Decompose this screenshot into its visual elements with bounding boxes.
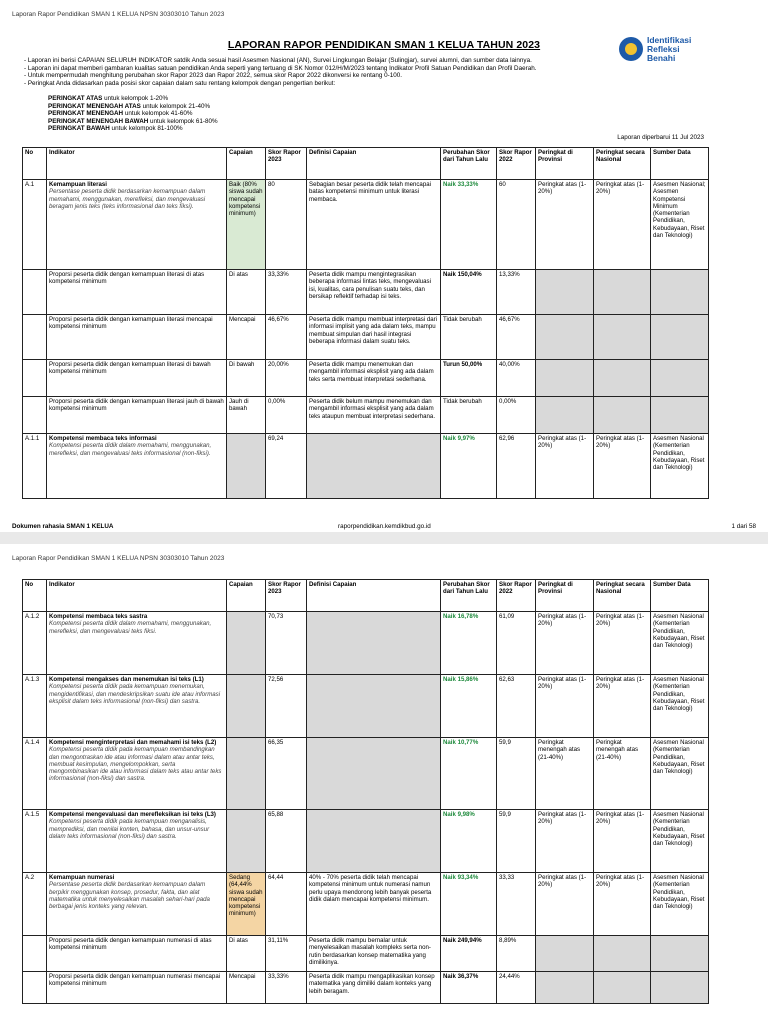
province-rank: Peringkat menengah atas (21-40%) [536, 738, 594, 810]
indicator-cell [47, 936, 227, 972]
national-rank [594, 270, 651, 315]
indicator-table-2 [22, 579, 709, 1004]
score-2023: 65,88 [266, 810, 307, 873]
achievement-definition [307, 612, 441, 675]
indicator-description: Kompetensi peserta didik dalam memahami, menggunakan, merefleksi, dan mengevaluasi teks informasional (non-fiksi). [49, 442, 212, 457]
report-page-2 [0, 544, 768, 1024]
achievement-definition: Sebagian besar peserta didik telah mencapai batas kompetensi minimum untuk literasi membaca. [307, 180, 441, 270]
province-rank [536, 360, 594, 397]
indicator-number: A.1.2 [23, 612, 47, 675]
indicator-row [23, 936, 709, 972]
logo-line-2: Refleksi [647, 44, 680, 54]
indicator-cell [47, 738, 227, 810]
indicator-row [23, 675, 709, 738]
data-source [651, 360, 709, 397]
national-rank [594, 936, 651, 972]
indicator-row [23, 360, 709, 397]
column-header: Peringkat di Provinsi [536, 148, 594, 180]
indicator-row [23, 270, 709, 315]
indicator-cell [47, 180, 227, 270]
column-header: Perubahan Skor dari Tahun Lalu [441, 148, 497, 180]
achievement-definition [307, 810, 441, 873]
indicator-description: Kompetensi peserta didik pada kemampuan menemukan, mengidentifikasi, dan mendeskripsikan suatu ide atau informasi eksplisit dalam teks informasional (non-fiksi) dan sastra. [49, 683, 221, 705]
national-rank: Peringkat atas (1-20%) [594, 434, 651, 499]
score-change: Naik 16,78% [441, 612, 497, 675]
column-header: Perubahan Skor dari Tahun Lalu [441, 580, 497, 612]
data-source: Asesmen Nasional (Kementerian Pendidikan, Kebudayaan, Riset dan Teknologi) [651, 434, 709, 499]
national-rank [594, 972, 651, 1004]
indicator-title: Kompetensi menginterpretasi dan memahami isi teks (L2) [49, 739, 217, 746]
column-header: Peringkat di Provinsi [536, 580, 594, 612]
indicator-number: A.1.5 [23, 810, 47, 873]
score-2022: 33,33 [497, 873, 536, 936]
column-header: Sumber Data [651, 580, 709, 612]
indicator-row [23, 315, 709, 360]
province-rank: Peringkat atas (1-20%) [536, 180, 594, 270]
indicator-cell [47, 360, 227, 397]
score-2022: 13,33% [497, 270, 536, 315]
updated-date: Laporan diperbarui 11 Jul 2023 [617, 134, 704, 141]
rank-item: PERINGKAT ATAS untuk kelompok 1-20% [48, 95, 169, 102]
column-header: Definisi Capaian [307, 580, 441, 612]
intro-line: - Laporan ini dapat memberi gambaran kualitas satuan pendidikan Anda seperti yang tertuang di SK Nomor 012/H/M/2023 tentang Indikator Profil Satuan Pendidikan dan Profil Daerah. [24, 64, 537, 72]
capaian-cell: Jauh di bawah [227, 397, 266, 434]
intro-line: - Laporan ini berisi CAPAIAN SELURUH INDIKATOR satdik Anda sesuai hasil Asesmen Nasional (AN), Survei Lingkungan Belajar (Sulingjar), survei alumni, dan sumber data lainnya. [24, 57, 532, 64]
indicator-number [23, 360, 47, 397]
indicator-row [23, 873, 709, 936]
capaian-cell: Mencapai [227, 972, 266, 1004]
achievement-definition: 40% - 70% peserta didik telah mencapai kompetensi minimum untuk numerasi namun perlu upaya mendorong lebih banyak peserta didik dalam mencapai kompetensi minimum. [307, 873, 441, 936]
achievement-definition [307, 738, 441, 810]
capaian-cell [227, 810, 266, 873]
rank-legend [48, 95, 218, 133]
indicator-title: Kompetensi membaca teks sastra [49, 613, 148, 620]
indicator-description: Persentase peserta didik berdasarkan kemampuan dalam berpikir menggunakan konsep, prosedur, fakta, dan alat matematika untuk menyelesaikan masalah sehari-hari pada berbagai jenis konteks yang relevan. [49, 881, 210, 911]
indicator-cell [47, 675, 227, 738]
indicator-proportion: Proporsi peserta didik dengan kemampuan literasi mencapai kompetensi minimum [49, 316, 213, 331]
score-change: Tidak berubah [441, 397, 497, 434]
indicator-number: A.2 [23, 873, 47, 936]
report-title: LAPORAN RAPOR PENDIDIKAN SMAN 1 KELUA TAHUN 2023 [227, 39, 541, 51]
score-change: Naik 150,04% [441, 270, 497, 315]
indicator-cell [47, 315, 227, 360]
province-rank [536, 315, 594, 360]
score-2022: 46,67% [497, 315, 536, 360]
score-2023: 72,56 [266, 675, 307, 738]
score-2023: 66,35 [266, 738, 307, 810]
indicator-row [23, 738, 709, 810]
column-header: Capaian [227, 148, 266, 180]
logo-line-3: Benahi [647, 53, 676, 63]
national-rank: Peringkat atas (1-20%) [594, 873, 651, 936]
indicator-cell [47, 397, 227, 434]
score-change: Turun 50,00% [441, 360, 497, 397]
score-change: Naik 93,34% [441, 873, 497, 936]
national-rank [594, 397, 651, 434]
column-header: Skor Rapor 2022 [497, 148, 536, 180]
intro-notes [24, 57, 624, 87]
indicator-proportion: Proporsi peserta didik dengan kemampuan literasi di atas kompetensi minimum [49, 271, 205, 286]
logo-text [647, 36, 691, 63]
indicator-description: Kompetensi peserta didik pada kemampuan menganalisis, memprediksi, dan menilai konten, bahasa, dan unsur-unsur dalam teks informasional (non-fiksi) dan sastra. [49, 818, 210, 840]
score-2022: 24,44% [497, 972, 536, 1004]
achievement-definition [307, 434, 441, 499]
data-source [651, 972, 709, 1004]
indicator-title: Kemampuan literasi [49, 181, 107, 188]
capaian-cell: Baik (80% siswa sudah mencapai kompetensi minimum) [227, 180, 266, 270]
data-source: Asesmen Nasional (Kementerian Pendidikan, Kebudayaan, Riset dan Teknologi) [651, 873, 709, 936]
intro-line: - Untuk mempermudah menghitung perubahan skor Rapor 2023 dan Rapor 2022, semua skor Rapor 2022 dikonversi ke rentang 0-100. [24, 72, 403, 80]
indicator-cell [47, 972, 227, 1004]
data-source: Asesmen Nasional (Kementerian Pendidikan, Kebudayaan, Riset dan Teknologi) [651, 612, 709, 675]
score-2022: 40,00% [497, 360, 536, 397]
score-2022: 59,9 [497, 810, 536, 873]
indicator-number [23, 397, 47, 434]
indicator-number [23, 972, 47, 1004]
score-change: Naik 249,94% [441, 936, 497, 972]
column-header: Skor Rapor 2023 [266, 148, 307, 180]
indicator-row [23, 972, 709, 1004]
column-header: No [23, 580, 47, 612]
indicator-description: Kompetensi peserta didik pada kemampuan membandingkan dan mengontraskan ide atau informasi dalam atau antar teks, membuat kesimpulan, mengelompokkan, serta mengombinasikan ide atau informasi dalam teks atau antar teks informasional (non-fiksi) dan sastra. [49, 746, 222, 783]
score-change: Tidak berubah [441, 315, 497, 360]
indicator-description: Persentase peserta didik berdasarkan kemampuan dalam memahami, menggunakan, merefleksi, dan mengevaluasi beragam jenis teks (teks informasional dan teks fiksi). [49, 188, 206, 210]
achievement-definition: Peserta didik mampu membuat interpretasi dari informasi implisit yang ada dalam teks, mampu membuat simpulan dari hasil integrasi beberapa informasi dalam suatu teks. [307, 315, 441, 360]
indicator-number: A.1 [23, 180, 47, 270]
indicator-title: Kompetensi membaca teks informasi [49, 435, 157, 442]
national-rank [594, 360, 651, 397]
achievement-definition: Peserta didik mampu mengaplikasikan konsep matematika yang dimiliki dalam konteks yang lebih beragam. [307, 972, 441, 1004]
national-rank: Peringkat menengah atas (21-40%) [594, 738, 651, 810]
capaian-cell: Mencapai [227, 315, 266, 360]
footer-center: raporpendidikan.kemdikbud.go.id [338, 523, 431, 530]
data-source: Asesmen Nasional (Kementerian Pendidikan, Kebudayaan, Riset dan Teknologi) [651, 810, 709, 873]
column-header: Skor Rapor 2023 [266, 580, 307, 612]
indicator-cell [47, 434, 227, 499]
indicator-number: A.1.1 [23, 434, 47, 499]
score-change: Naik 36,37% [441, 972, 497, 1004]
indicator-proportion: Proporsi peserta didik dengan kemampuan literasi di bawah kompetensi minimum [49, 361, 211, 376]
province-rank: Peringkat atas (1-20%) [536, 873, 594, 936]
column-header: Indikator [47, 580, 227, 612]
capaian-cell [227, 434, 266, 499]
rank-item: PERINGKAT MENENGAH ATAS untuk kelompok 21-40% [48, 102, 211, 110]
data-source [651, 315, 709, 360]
indicator-row [23, 434, 709, 499]
indicator-cell [47, 612, 227, 675]
indicator-table-1 [22, 147, 709, 499]
indicator-cell [47, 873, 227, 936]
score-2023: 69,24 [266, 434, 307, 499]
score-2023: 31,11% [266, 936, 307, 972]
column-header: Capaian [227, 580, 266, 612]
national-rank: Peringkat atas (1-20%) [594, 810, 651, 873]
column-header: Indikator [47, 148, 227, 180]
province-rank [536, 270, 594, 315]
achievement-definition: Peserta didik mampu bernalar untuk menyelesaikan masalah kompleks serta non-rutin berdasarkan konsep matematika yang dimilikinya. [307, 936, 441, 972]
header-row [23, 580, 709, 612]
score-2022: 60 [497, 180, 536, 270]
indicator-cell [47, 810, 227, 873]
capaian-cell: Di bawah [227, 360, 266, 397]
score-2022: 59,9 [497, 738, 536, 810]
indicator-description: Kompetensi peserta didik dalam memahami, menggunakan, merefleksi, dan mengevaluasi teks fiksi. [49, 620, 212, 635]
indicator-number [23, 270, 47, 315]
footer-page-number: 1 dari 58 [731, 523, 756, 530]
indicator-number: A.1.3 [23, 675, 47, 738]
province-rank [536, 936, 594, 972]
score-change: Naik 9,97% [441, 434, 497, 499]
score-2023: 0,00% [266, 397, 307, 434]
logo-line-1: Identifikasi [647, 35, 692, 45]
score-2022: 61,09 [497, 612, 536, 675]
province-rank: Peringkat atas (1-20%) [536, 810, 594, 873]
data-source [651, 397, 709, 434]
capaian-cell [227, 738, 266, 810]
score-2023: 64,44 [266, 873, 307, 936]
score-2023: 80 [266, 180, 307, 270]
indicator-title: Kompetensi mengakses dan menemukan isi teks (L1) [49, 676, 204, 683]
score-2023: 20,00% [266, 360, 307, 397]
score-2022: 8,89% [497, 936, 536, 972]
header-row [23, 148, 709, 180]
indicator-proportion: Proporsi peserta didik dengan kemampuan numerasi mencapai kompetensi minimum [49, 973, 221, 988]
national-rank: Peringkat atas (1-20%) [594, 675, 651, 738]
capaian-cell: Di atas [227, 270, 266, 315]
province-rank: Peringkat atas (1-20%) [536, 434, 594, 499]
indicator-row [23, 810, 709, 873]
province-rank [536, 397, 594, 434]
indicator-title: Kemampuan numerasi [49, 874, 115, 881]
province-rank [536, 972, 594, 1004]
score-2022: 62,63 [497, 675, 536, 738]
column-header: Definisi Capaian [307, 148, 441, 180]
indicator-row [23, 397, 709, 434]
score-2023: 46,67% [266, 315, 307, 360]
score-2023: 33,33% [266, 270, 307, 315]
indicator-title: Kompetensi mengevaluasi dan merefleksikan isi teks (L3) [49, 811, 216, 818]
indicator-number [23, 315, 47, 360]
column-header: Peringkat secara Nasional [594, 580, 651, 612]
score-change: Naik 10,77% [441, 738, 497, 810]
data-source: Asesmen Nasional; Asesmen Kompetensi Minimum (Kementerian Pendidikan, Kebudayaan, Riset dan Teknologi) [651, 180, 709, 270]
indicator-row [23, 180, 709, 270]
achievement-definition: Peserta didik mampu menemukan dan mengambil informasi eksplisit yang ada dalam teks serta membuat interpretasi sederhana. [307, 360, 441, 397]
province-rank: Peringkat atas (1-20%) [536, 612, 594, 675]
score-change: Naik 9,98% [441, 810, 497, 873]
capaian-cell [227, 675, 266, 738]
indicator-number: A.1.4 [23, 738, 47, 810]
achievement-definition: Peserta didik belum mampu menemukan dan mengambil informasi eksplisit yang ada dalam teks ataupun membuat interpretasi sederhana. [307, 397, 441, 434]
indicator-number [23, 936, 47, 972]
national-rank: Peringkat atas (1-20%) [594, 180, 651, 270]
column-header: Peringkat secara Nasional [594, 148, 651, 180]
indicator-row [23, 612, 709, 675]
footer-left: Dokumen rahasia SMAN 1 KELUA [12, 523, 114, 530]
score-2023: 70,73 [266, 612, 307, 675]
capaian-cell: Sedang (64,44% siswa sudah mencapai kompetensi minimum) [227, 873, 266, 936]
score-2022: 0,00% [497, 397, 536, 434]
rank-item: PERINGKAT MENENGAH BAWAH untuk kelompok 61-80% [48, 117, 218, 125]
national-rank: Peringkat atas (1-20%) [594, 612, 651, 675]
rank-item: PERINGKAT BAWAH untuk kelompok 81-100% [48, 125, 183, 133]
achievement-definition: Peserta didik mampu mengintegrasikan beberapa informasi lintas teks, mengevaluasi isi, kualitas, cara penulisan suatu teks, dan bersikap reflektif terhadap isi teks. [307, 270, 441, 315]
column-header: No [23, 148, 47, 180]
score-2022: 62,96 [497, 434, 536, 499]
column-header: Skor Rapor 2022 [497, 580, 536, 612]
running-header: Laporan Rapor Pendidikan SMAN 1 KELUA NPSN 30303010 Tahun 2023 [12, 555, 225, 562]
indicator-proportion: Proporsi peserta didik dengan kemampuan numerasi di atas kompetensi minimum [49, 937, 212, 952]
national-rank [594, 315, 651, 360]
intro-line: - Peringkat Anda didasarkan pada posisi skor capaian dalam satu rentang kelompok dengan pengertian berikut: [24, 79, 336, 87]
column-header: Sumber Data [651, 148, 709, 180]
score-change: Naik 33,33% [441, 180, 497, 270]
running-header: Laporan Rapor Pendidikan SMAN 1 KELUA NPSN 30303010 Tahun 2023 [12, 11, 225, 18]
score-2023: 33,33% [266, 972, 307, 1004]
indicator-proportion: Proporsi peserta didik dengan kemampuan literasi jauh di bawah kompetensi minimum [49, 398, 224, 413]
data-source [651, 270, 709, 315]
capaian-cell [227, 612, 266, 675]
data-source: Asesmen Nasional (Kementerian Pendidikan, Kebudayaan, Riset dan Teknologi) [651, 738, 709, 810]
data-source [651, 936, 709, 972]
rapor-logo [619, 36, 709, 66]
indicator-cell [47, 270, 227, 315]
achievement-definition [307, 675, 441, 738]
data-source: Asesmen Nasional (Kementerian Pendidikan, Kebudayaan, Riset dan Teknologi) [651, 675, 709, 738]
score-change: Naik 15,86% [441, 675, 497, 738]
province-rank: Peringkat atas (1-20%) [536, 675, 594, 738]
capaian-cell: Di atas [227, 936, 266, 972]
rank-item: PERINGKAT MENENGAH untuk kelompok 41-60% [48, 110, 193, 118]
